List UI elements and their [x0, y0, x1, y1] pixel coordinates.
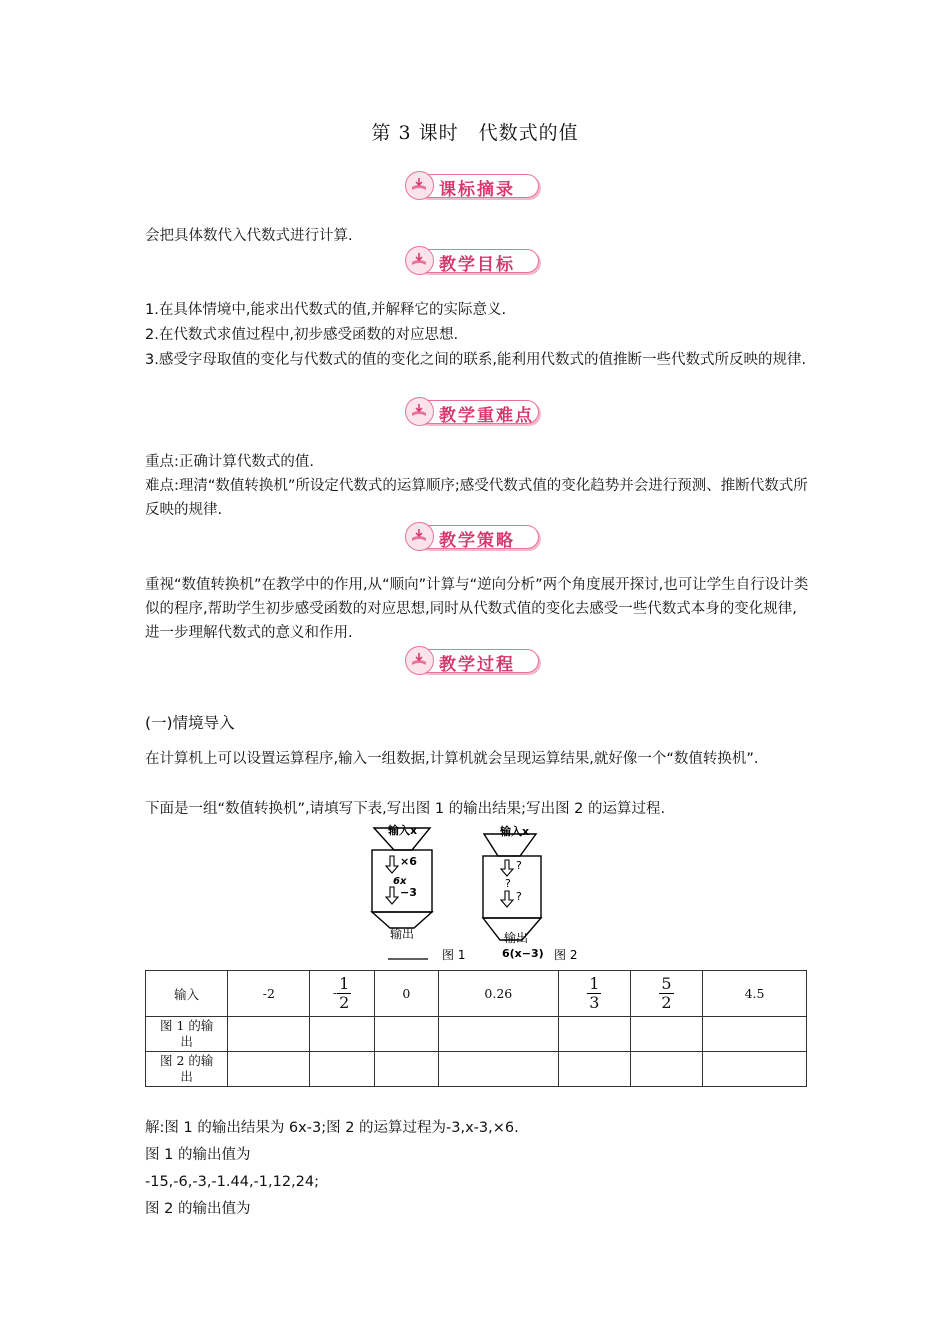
fig2-q1: ? [516, 859, 522, 872]
section-label: 教学目标 [439, 255, 515, 275]
book-icon [405, 171, 434, 200]
table-row [146, 1052, 807, 1087]
conversion-table [145, 970, 807, 1087]
frac-den: 2 [339, 993, 350, 1012]
down-arrow-icon [386, 887, 398, 904]
table-cell: 输入 [146, 971, 228, 1017]
goal-item: 3.感受字母取值的变化与代数式的值的变化之间的联系,能利用代数式的值推断一些代数式所反映的规律. [145, 352, 807, 368]
table-cell: 0.26 [438, 971, 558, 1017]
table-row [146, 1017, 807, 1052]
fig2-result: 6(x−3) [502, 947, 544, 960]
frac-num: 1 [589, 974, 600, 993]
section-badge-standard [405, 172, 539, 200]
table-cell: -2 [228, 971, 310, 1017]
section-badge-key-points [405, 398, 539, 426]
page-title: 第 3 课时 代数式的值 [371, 122, 579, 144]
table-cell: 图 2 的输出 [146, 1052, 228, 1087]
fig2-q3: ? [516, 890, 522, 903]
process-heading: (一)情境导入 [145, 714, 235, 732]
section-label: 教学过程 [439, 655, 515, 675]
table-cell: 4.5 [703, 971, 807, 1017]
book-icon [405, 522, 434, 551]
table-cell [630, 971, 702, 1017]
fig2-q2: ? [505, 877, 511, 890]
down-arrow-icon [386, 856, 398, 873]
fig1-output-label: 输出 [390, 927, 415, 941]
fig1-input-label: 输入x [388, 824, 418, 837]
solution-line: -15,-6,-3,-1.44,-1,12,24; [145, 1174, 320, 1190]
solution-line: 图 1 的输出值为 [145, 1147, 251, 1163]
figure-2-diagram [483, 824, 544, 960]
down-arrow-icon [501, 891, 513, 907]
goal-item: 2.在代数式求值过程中,初步感受函数的对应思想. [145, 327, 459, 343]
section-label: 教学策略 [439, 531, 515, 551]
section-label: 课标摘录 [439, 180, 515, 200]
fig1-op2: −3 [400, 886, 417, 899]
table-cell [558, 971, 630, 1017]
section-badge-goals [405, 247, 539, 275]
fig1-op1: ×6 [400, 855, 417, 868]
table-cell: 0 [374, 971, 438, 1017]
difficulty-text: 难点:理清“数值转换机”所设定代数式的运算顺序;感受代数式值的变化趋势并会进行预测、推断代数式所反映的规律. [145, 478, 808, 518]
strategy-text: 重视“数值转换机”在教学中的作用,从“顺向”计算与“逆向分析”两个角度展开探讨,也可让学生自行设计类似的程序,帮助学生初步感受函数的对应思想,同时从代数式值的变化去感受一些代数式本身的变化规律,进一步理解代数式的意义和作用. [145, 577, 809, 641]
fig1-caption: 图 1 [442, 948, 466, 962]
table-cell: 图 1 的输出 [146, 1017, 228, 1052]
figure-1-diagram [372, 823, 432, 941]
frac-den: 2 [661, 993, 672, 1012]
frac-num: 1 [339, 974, 350, 993]
neg-sign: - [332, 985, 338, 1000]
frac-den: 3 [589, 993, 600, 1012]
section-label: 教学重难点 [439, 406, 534, 426]
book-icon [405, 397, 434, 426]
down-arrow-icon [501, 860, 513, 876]
book-icon [405, 646, 434, 675]
table-row [146, 971, 807, 1017]
table-cell [310, 971, 374, 1017]
process-para1: 在计算机上可以设置运算程序,输入一组数据,计算机就会呈现运算结果,就好像一个“数值转换机”. [145, 751, 759, 767]
process-para2: 下面是一组“数值转换机”,请填写下表,写出图 1 的输出结果;写出图 2 的运算过程. [145, 801, 666, 817]
section-badge-strategy [405, 523, 539, 551]
fig2-output-label: 输出 [504, 931, 529, 945]
solution-line: 解:图 1 的输出结果为 6x-3;图 2 的运算过程为-3,x-3,×6. [145, 1120, 519, 1136]
book-icon [405, 246, 434, 275]
frac-num: 5 [661, 974, 672, 993]
solution-line: 图 2 的输出值为 [145, 1201, 251, 1217]
standard-text: 会把具体数代入代数式进行计算. [145, 228, 353, 244]
fig1-mid: 6x [393, 876, 407, 887]
goal-item: 1.在具体情境中,能求出代数式的值,并解释它的实际意义. [145, 302, 507, 318]
fig2-input-label: 输入x [500, 825, 530, 838]
section-badge-process [405, 647, 539, 675]
fig2-caption: 图 2 [554, 948, 578, 962]
focus-text: 重点:正确计算代数式的值. [145, 454, 314, 470]
converter-figure [360, 820, 600, 965]
